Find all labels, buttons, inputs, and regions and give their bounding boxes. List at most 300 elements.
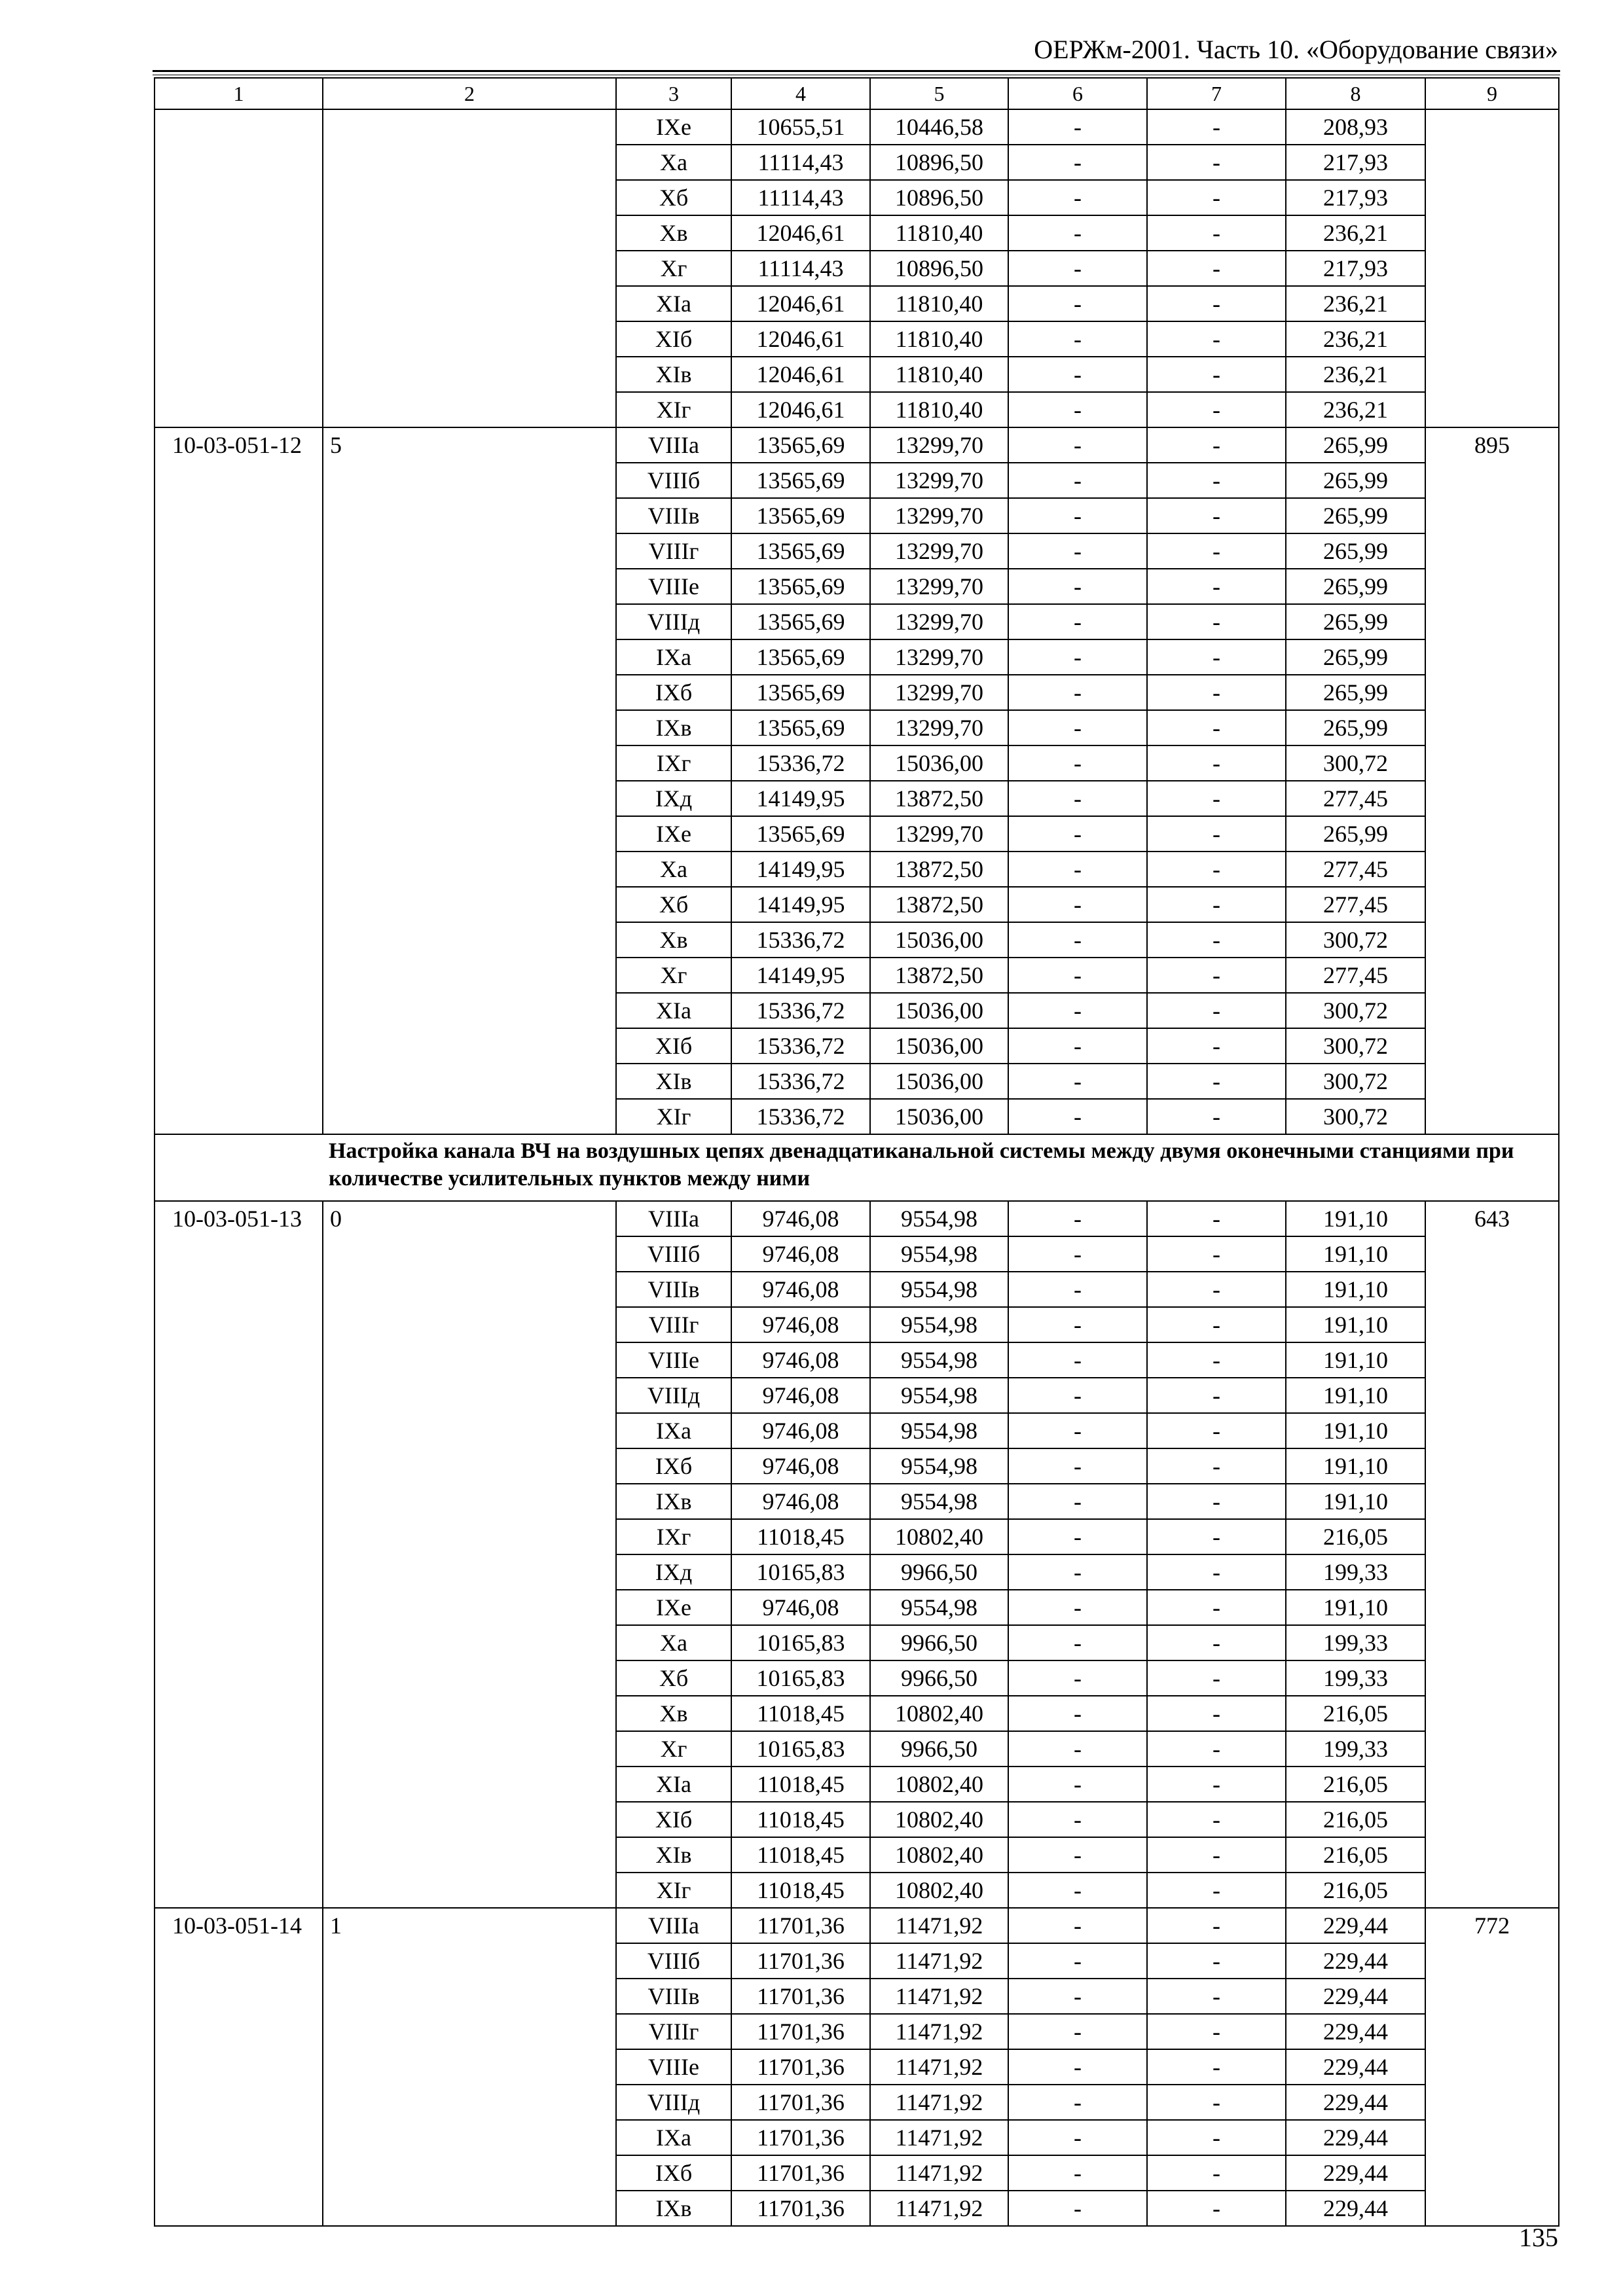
labor-cost-cell: 13299,70 <box>870 569 1008 604</box>
zone-cell: VIIIв <box>616 1979 731 2014</box>
zone-cell: IXг <box>616 1519 731 1554</box>
table-row <box>155 145 1559 180</box>
rate-code-cell <box>155 1837 323 1873</box>
table-row <box>155 2085 1559 2120</box>
total-cost-cell: 11018,45 <box>731 1519 870 1554</box>
material-cost-cell: 191,10 <box>1286 1448 1425 1484</box>
labor-hours-cell <box>1425 604 1559 639</box>
machinist-wage-cell: - <box>1147 1554 1286 1590</box>
labor-hours-cell <box>1425 392 1559 427</box>
total-cost-cell: 9746,08 <box>731 1590 870 1625</box>
quantity-cell <box>323 498 616 533</box>
total-cost-cell: 12046,61 <box>731 215 870 251</box>
machinist-wage-cell: - <box>1147 1943 1286 1979</box>
labor-cost-cell: 11471,92 <box>870 2191 1008 2226</box>
labor-cost-cell: 15036,00 <box>870 1099 1008 1134</box>
column-number: 2 <box>323 78 616 109</box>
labor-cost-cell: 10802,40 <box>870 1519 1008 1554</box>
total-cost-cell: 11701,36 <box>731 2155 870 2191</box>
total-cost-cell: 13565,69 <box>731 675 870 710</box>
zone-cell: Xа <box>616 1625 731 1660</box>
zone-cell: VIIIб <box>616 1943 731 1979</box>
rate-code-cell <box>155 710 323 745</box>
machine-cost-cell: - <box>1008 533 1147 569</box>
material-cost-cell: 277,45 <box>1286 887 1425 922</box>
total-cost-cell: 15336,72 <box>731 1028 870 1064</box>
total-cost-cell: 12046,61 <box>731 392 870 427</box>
rates-table <box>154 77 1559 2227</box>
machine-cost-cell: - <box>1008 2014 1147 2049</box>
rate-code-cell <box>155 498 323 533</box>
total-cost-cell: 9746,08 <box>731 1413 870 1448</box>
labor-cost-cell: 11810,40 <box>870 357 1008 392</box>
quantity-cell <box>323 1064 616 1099</box>
section-heading: Настройка канала ВЧ на воздушных цепях двенадцатиканальной системы между двумя оконечными станциями при количестве усилительных пунктов между ними <box>155 1134 1559 1201</box>
material-cost-cell: 191,10 <box>1286 1590 1425 1625</box>
labor-cost-cell: 9554,98 <box>870 1272 1008 1307</box>
machinist-wage-cell: - <box>1147 1201 1286 1236</box>
rate-code-cell <box>155 1448 323 1484</box>
table-row <box>155 109 1559 145</box>
labor-cost-cell: 9554,98 <box>870 1378 1008 1413</box>
labor-cost-cell: 11471,92 <box>870 2120 1008 2155</box>
zone-cell: XIб <box>616 1028 731 1064</box>
machine-cost-cell: - <box>1008 1484 1147 1519</box>
labor-cost-cell: 11810,40 <box>870 321 1008 357</box>
machine-cost-cell: - <box>1008 1519 1147 1554</box>
quantity-cell <box>323 1767 616 1802</box>
labor-hours-cell: 895 <box>1425 427 1559 463</box>
quantity-cell <box>323 533 616 569</box>
rate-code-cell <box>155 463 323 498</box>
machine-cost-cell: - <box>1008 922 1147 958</box>
labor-hours-cell <box>1425 251 1559 286</box>
total-cost-cell: 11018,45 <box>731 1767 870 1802</box>
labor-cost-cell: 13299,70 <box>870 463 1008 498</box>
total-cost-cell: 10165,83 <box>731 1625 870 1660</box>
machinist-wage-cell: - <box>1147 1767 1286 1802</box>
machinist-wage-cell: - <box>1147 392 1286 427</box>
machine-cost-cell: - <box>1008 1236 1147 1272</box>
table-row <box>155 1837 1559 1873</box>
labor-cost-cell: 11810,40 <box>870 215 1008 251</box>
table-row <box>155 286 1559 321</box>
material-cost-cell: 216,05 <box>1286 1873 1425 1908</box>
quantity-cell <box>323 1943 616 1979</box>
table-row <box>155 639 1559 675</box>
machinist-wage-cell: - <box>1147 215 1286 251</box>
labor-cost-cell: 9966,50 <box>870 1554 1008 1590</box>
machinist-wage-cell: - <box>1147 109 1286 145</box>
material-cost-cell: 191,10 <box>1286 1272 1425 1307</box>
material-cost-cell: 236,21 <box>1286 321 1425 357</box>
labor-cost-cell: 11810,40 <box>870 392 1008 427</box>
machinist-wage-cell: - <box>1147 1413 1286 1448</box>
zone-cell: XIа <box>616 993 731 1028</box>
rate-code-cell <box>155 569 323 604</box>
rate-code-cell <box>155 1236 323 1272</box>
quantity-cell <box>323 1731 616 1767</box>
quantity-cell <box>323 251 616 286</box>
total-cost-cell: 11114,43 <box>731 180 870 215</box>
total-cost-cell: 13565,69 <box>731 533 870 569</box>
zone-cell: VIIIв <box>616 1272 731 1307</box>
material-cost-cell: 229,44 <box>1286 2120 1425 2155</box>
machine-cost-cell: - <box>1008 1554 1147 1590</box>
labor-cost-cell: 15036,00 <box>870 993 1008 1028</box>
table-row <box>155 533 1559 569</box>
total-cost-cell: 14149,95 <box>731 781 870 816</box>
labor-hours-cell <box>1425 1413 1559 1448</box>
machine-cost-cell: - <box>1008 357 1147 392</box>
total-cost-cell: 11701,36 <box>731 2191 870 2226</box>
quantity-cell: 0 <box>323 1201 616 1236</box>
labor-cost-cell: 15036,00 <box>870 1028 1008 1064</box>
labor-cost-cell: 13872,50 <box>870 852 1008 887</box>
zone-cell: VIIIг <box>616 1307 731 1342</box>
machinist-wage-cell: - <box>1147 1448 1286 1484</box>
labor-cost-cell: 13872,50 <box>870 958 1008 993</box>
table-row <box>155 463 1559 498</box>
zone-cell: VIIIа <box>616 427 731 463</box>
rate-code-cell <box>155 993 323 1028</box>
labor-hours-cell <box>1425 569 1559 604</box>
total-cost-cell: 15336,72 <box>731 993 870 1028</box>
labor-hours-cell <box>1425 1378 1559 1413</box>
rate-code-cell <box>155 852 323 887</box>
zone-cell: IXд <box>616 781 731 816</box>
table-row <box>155 180 1559 215</box>
total-cost-cell: 11018,45 <box>731 1696 870 1731</box>
labor-cost-cell: 10802,40 <box>870 1767 1008 1802</box>
labor-hours-cell <box>1425 1028 1559 1064</box>
rate-code-cell <box>155 1625 323 1660</box>
labor-hours-cell <box>1425 1873 1559 1908</box>
zone-cell: VIIIб <box>616 463 731 498</box>
labor-cost-cell: 13299,70 <box>870 604 1008 639</box>
quantity-cell <box>323 1028 616 1064</box>
rate-code-cell <box>155 1943 323 1979</box>
rate-code-cell <box>155 1064 323 1099</box>
table-row <box>155 745 1559 781</box>
machine-cost-cell: - <box>1008 1378 1147 1413</box>
zone-cell: XIб <box>616 321 731 357</box>
machine-cost-cell: - <box>1008 675 1147 710</box>
labor-cost-cell: 10896,50 <box>870 145 1008 180</box>
machine-cost-cell: - <box>1008 427 1147 463</box>
labor-hours-cell <box>1425 145 1559 180</box>
quantity-cell <box>323 215 616 251</box>
quantity-cell <box>323 1979 616 2014</box>
labor-cost-cell: 10896,50 <box>870 180 1008 215</box>
labor-hours-cell <box>1425 321 1559 357</box>
machine-cost-cell: - <box>1008 993 1147 1028</box>
table-row <box>155 1519 1559 1554</box>
material-cost-cell: 300,72 <box>1286 1099 1425 1134</box>
total-cost-cell: 14149,95 <box>731 887 870 922</box>
total-cost-cell: 11114,43 <box>731 145 870 180</box>
zone-cell: IXв <box>616 2191 731 2226</box>
material-cost-cell: 236,21 <box>1286 357 1425 392</box>
labor-cost-cell: 11471,92 <box>870 2014 1008 2049</box>
table-row <box>155 1307 1559 1342</box>
labor-cost-cell: 9554,98 <box>870 1307 1008 1342</box>
material-cost-cell: 265,99 <box>1286 533 1425 569</box>
table-row <box>155 215 1559 251</box>
labor-hours-cell <box>1425 1696 1559 1731</box>
rate-code-cell <box>155 816 323 852</box>
zone-cell: Xв <box>616 1696 731 1731</box>
quantity-cell <box>323 145 616 180</box>
quantity-cell <box>323 1554 616 1590</box>
material-cost-cell: 216,05 <box>1286 1519 1425 1554</box>
labor-hours-cell <box>1425 1590 1559 1625</box>
table-row <box>155 1590 1559 1625</box>
rate-code-cell <box>155 1519 323 1554</box>
machine-cost-cell: - <box>1008 1908 1147 1943</box>
labor-hours-cell <box>1425 286 1559 321</box>
labor-hours-cell: 772 <box>1425 1908 1559 1943</box>
quantity-cell <box>323 1484 616 1519</box>
material-cost-cell: 216,05 <box>1286 1696 1425 1731</box>
material-cost-cell: 229,44 <box>1286 2014 1425 2049</box>
labor-cost-cell: 9554,98 <box>870 1413 1008 1448</box>
table-row <box>155 675 1559 710</box>
labor-hours-cell <box>1425 1099 1559 1134</box>
zone-cell: XIг <box>616 1873 731 1908</box>
machinist-wage-cell: - <box>1147 2155 1286 2191</box>
labor-cost-cell: 15036,00 <box>870 1064 1008 1099</box>
total-cost-cell: 10165,83 <box>731 1731 870 1767</box>
machinist-wage-cell: - <box>1147 1028 1286 1064</box>
rate-code-cell: 10-03-051-14 <box>155 1908 323 1943</box>
rate-code-cell <box>155 533 323 569</box>
total-cost-cell: 12046,61 <box>731 321 870 357</box>
quantity-cell <box>323 1413 616 1448</box>
rate-code-cell <box>155 1731 323 1767</box>
quantity-cell <box>323 1272 616 1307</box>
table-row <box>155 392 1559 427</box>
quantity-cell <box>323 463 616 498</box>
labor-hours-cell <box>1425 463 1559 498</box>
table-row <box>155 2014 1559 2049</box>
table-row <box>155 1201 1559 1236</box>
total-cost-cell: 13565,69 <box>731 427 870 463</box>
machinist-wage-cell: - <box>1147 533 1286 569</box>
material-cost-cell: 199,33 <box>1286 1625 1425 1660</box>
material-cost-cell: 300,72 <box>1286 922 1425 958</box>
zone-cell: IXа <box>616 1413 731 1448</box>
machinist-wage-cell: - <box>1147 1519 1286 1554</box>
material-cost-cell: 236,21 <box>1286 286 1425 321</box>
machinist-wage-cell: - <box>1147 745 1286 781</box>
labor-cost-cell: 9966,50 <box>870 1660 1008 1696</box>
rate-code-cell <box>155 1272 323 1307</box>
labor-hours-cell <box>1425 1731 1559 1767</box>
material-cost-cell: 229,44 <box>1286 2155 1425 2191</box>
total-cost-cell: 13565,69 <box>731 710 870 745</box>
machinist-wage-cell: - <box>1147 1908 1286 1943</box>
machinist-wage-cell: - <box>1147 2120 1286 2155</box>
total-cost-cell: 15336,72 <box>731 922 870 958</box>
material-cost-cell: 265,99 <box>1286 710 1425 745</box>
labor-cost-cell: 13299,70 <box>870 710 1008 745</box>
labor-hours-cell <box>1425 1484 1559 1519</box>
quantity-cell: 1 <box>323 1908 616 1943</box>
labor-hours-cell <box>1425 1660 1559 1696</box>
zone-cell: IXб <box>616 2155 731 2191</box>
rate-code-cell <box>155 392 323 427</box>
rate-code-cell <box>155 109 323 145</box>
quantity-cell <box>323 1448 616 1484</box>
material-cost-cell: 199,33 <box>1286 1660 1425 1696</box>
labor-hours-cell: 643 <box>1425 1201 1559 1236</box>
machinist-wage-cell: - <box>1147 1625 1286 1660</box>
labor-hours-cell <box>1425 2085 1559 2120</box>
table-row <box>155 1554 1559 1590</box>
machine-cost-cell: - <box>1008 498 1147 533</box>
quantity-cell <box>323 392 616 427</box>
rate-code-cell <box>155 1378 323 1413</box>
zone-cell: VIIIг <box>616 533 731 569</box>
zone-cell: XIг <box>616 392 731 427</box>
material-cost-cell: 277,45 <box>1286 781 1425 816</box>
zone-cell: IXг <box>616 745 731 781</box>
machinist-wage-cell: - <box>1147 958 1286 993</box>
quantity-cell <box>323 745 616 781</box>
column-number: 1 <box>155 78 323 109</box>
quantity-cell <box>323 2155 616 2191</box>
machine-cost-cell: - <box>1008 1413 1147 1448</box>
rate-code-cell <box>155 251 323 286</box>
quantity-cell <box>323 604 616 639</box>
material-cost-cell: 229,44 <box>1286 1943 1425 1979</box>
material-cost-cell: 265,99 <box>1286 639 1425 675</box>
labor-cost-cell: 11471,92 <box>870 2085 1008 2120</box>
table-row <box>155 321 1559 357</box>
rate-code-cell <box>155 1590 323 1625</box>
quantity-cell <box>323 321 616 357</box>
labor-hours-cell <box>1425 1272 1559 1307</box>
machinist-wage-cell: - <box>1147 427 1286 463</box>
machinist-wage-cell: - <box>1147 1064 1286 1099</box>
labor-hours-cell <box>1425 533 1559 569</box>
machine-cost-cell: - <box>1008 1943 1147 1979</box>
column-number: 5 <box>870 78 1008 109</box>
total-cost-cell: 15336,72 <box>731 1064 870 1099</box>
total-cost-cell: 9746,08 <box>731 1307 870 1342</box>
machine-cost-cell: - <box>1008 569 1147 604</box>
rate-code-cell <box>155 1028 323 1064</box>
rate-code-cell <box>155 1660 323 1696</box>
table-row <box>155 2191 1559 2226</box>
machinist-wage-cell: - <box>1147 1979 1286 2014</box>
total-cost-cell: 11018,45 <box>731 1837 870 1873</box>
total-cost-cell: 9746,08 <box>731 1378 870 1413</box>
zone-cell: Xа <box>616 145 731 180</box>
labor-hours-cell <box>1425 710 1559 745</box>
quantity-cell: 5 <box>323 427 616 463</box>
table-row <box>155 1731 1559 1767</box>
machine-cost-cell: - <box>1008 2120 1147 2155</box>
table-row <box>155 2049 1559 2085</box>
machine-cost-cell: - <box>1008 1342 1147 1378</box>
total-cost-cell: 11701,36 <box>731 1943 870 1979</box>
zone-cell: Xг <box>616 1731 731 1767</box>
quantity-cell <box>323 569 616 604</box>
machine-cost-cell: - <box>1008 2191 1147 2226</box>
material-cost-cell: 216,05 <box>1286 1767 1425 1802</box>
rate-code-cell <box>155 1484 323 1519</box>
table-row <box>155 1943 1559 1979</box>
labor-hours-cell <box>1425 1519 1559 1554</box>
total-cost-cell: 11701,36 <box>731 2120 870 2155</box>
machinist-wage-cell: - <box>1147 675 1286 710</box>
machine-cost-cell: - <box>1008 852 1147 887</box>
table-row <box>155 710 1559 745</box>
labor-hours-cell <box>1425 2155 1559 2191</box>
total-cost-cell: 13565,69 <box>731 639 870 675</box>
machine-cost-cell: - <box>1008 1696 1147 1731</box>
machine-cost-cell: - <box>1008 816 1147 852</box>
quantity-cell <box>323 1519 616 1554</box>
quantity-cell <box>323 2191 616 2226</box>
machine-cost-cell: - <box>1008 1625 1147 1660</box>
machinist-wage-cell: - <box>1147 357 1286 392</box>
quantity-cell <box>323 1590 616 1625</box>
machine-cost-cell: - <box>1008 1731 1147 1767</box>
total-cost-cell: 11701,36 <box>731 2085 870 2120</box>
machine-cost-cell: - <box>1008 321 1147 357</box>
table-row <box>155 498 1559 533</box>
zone-cell: XIв <box>616 357 731 392</box>
quantity-cell <box>323 675 616 710</box>
machine-cost-cell: - <box>1008 1590 1147 1625</box>
table-row <box>155 852 1559 887</box>
rate-code-cell <box>155 1307 323 1342</box>
zone-cell: VIIIе <box>616 1342 731 1378</box>
zone-cell: VIIIа <box>616 1201 731 1236</box>
material-cost-cell: 199,33 <box>1286 1554 1425 1590</box>
machinist-wage-cell: - <box>1147 569 1286 604</box>
table-row <box>155 1413 1559 1448</box>
quantity-cell <box>323 816 616 852</box>
labor-hours-cell <box>1425 109 1559 145</box>
table-row <box>155 251 1559 286</box>
material-cost-cell: 217,93 <box>1286 145 1425 180</box>
zone-cell: VIIIв <box>616 498 731 533</box>
zone-cell: IXе <box>616 1590 731 1625</box>
quantity-cell <box>323 2049 616 2085</box>
quantity-cell <box>323 109 616 145</box>
machinist-wage-cell: - <box>1147 180 1286 215</box>
table-row <box>155 1028 1559 1064</box>
machine-cost-cell: - <box>1008 1660 1147 1696</box>
zone-cell: XIа <box>616 286 731 321</box>
labor-hours-cell <box>1425 1448 1559 1484</box>
material-cost-cell: 229,44 <box>1286 2191 1425 2226</box>
material-cost-cell: 265,99 <box>1286 498 1425 533</box>
quantity-cell <box>323 2085 616 2120</box>
table-row <box>155 887 1559 922</box>
labor-hours-cell <box>1425 215 1559 251</box>
rate-code-cell <box>155 215 323 251</box>
material-cost-cell: 216,05 <box>1286 1837 1425 1873</box>
table-row <box>155 1378 1559 1413</box>
rate-code-cell <box>155 145 323 180</box>
table-row <box>155 816 1559 852</box>
quantity-cell <box>323 1837 616 1873</box>
